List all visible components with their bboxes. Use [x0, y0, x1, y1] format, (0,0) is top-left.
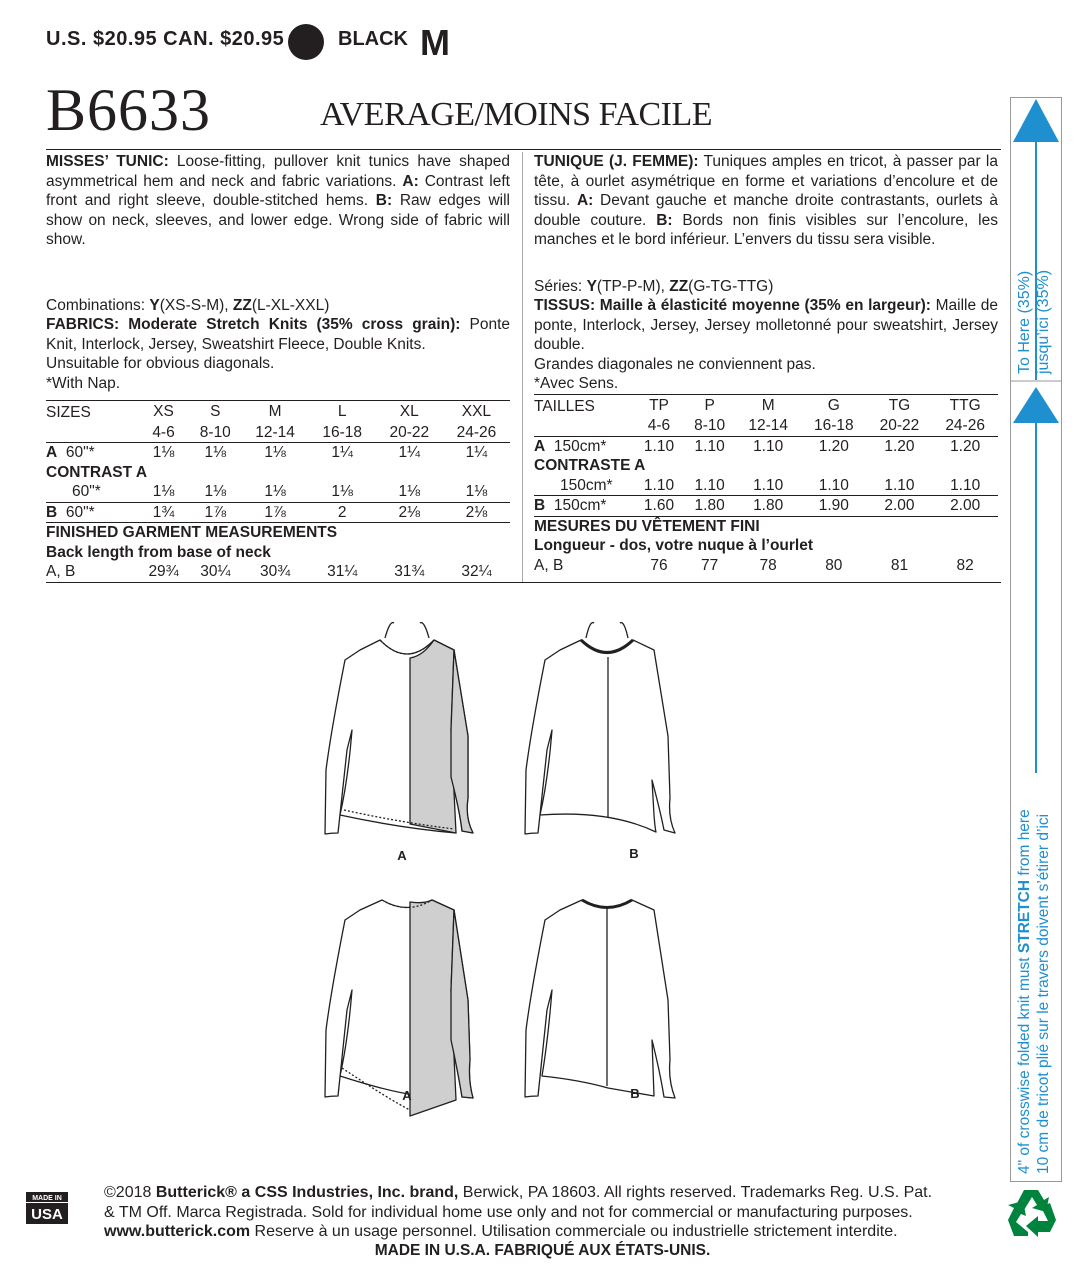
nap-note-en: *With Nap. — [46, 374, 121, 392]
arrow-up-icon — [1013, 99, 1059, 142]
back-view-a — [325, 900, 473, 1116]
stretch-gauge — [1010, 97, 1062, 1182]
description-en: MISSES’ TUNIC: Loose-fitting, pullover knit tunics have shaped asymmetrical hem and neck and fabric variations. A: Contrast left front and right sleeve, double-stitched hems. B: Raw edges will show on neck, sleeves, and lower edge. Wrong side of fabric will show. — [46, 153, 511, 248]
stretch-instruction: 4" of crosswise folded knit must STRETCH from here 10 cm de tricot plié sur le travers doivent s’étirer d’ici — [1016, 809, 1052, 1174]
style-number: B6633 — [46, 77, 212, 143]
arrow-up-2-icon — [1013, 387, 1059, 423]
contrast-panel-a — [410, 640, 456, 833]
combinations-fr: Séries: Y(TP-P-M), ZZ(G-TG-TTG) — [534, 277, 774, 295]
copyright-block: ©2018 Butterick® a CSS Industries, Inc. brand, Berwick, PA 18603. All rights reserved. Trademarks Reg. U.S. Pat. & TM Off. Marca Registrada. Sold for individual home use only and not for commercial or manufacturing purposes. www.butterick.com Reserve à un usage personnel. Utilisation commerciale ou industrielle strictement interdite. — [104, 1184, 933, 1240]
fabrics-fr: TISSUS: Maille à élasticité moyenne (35% en largeur): Maille de ponte, Interlock, Jersey, Jersey molletonné pour sweatshirt, Jersey double. — [534, 297, 998, 353]
color-label: BLACK — [338, 28, 408, 50]
description-fr: TUNIQUE (J. FEMME): Tuniques amples en tricot, à passer par la tête, à ourlet asymétrique en forme et variations d’encolure et de tissu. A: Devant gauche et manche droite contrastants, ourlets à double couture. B: Bords non finis visibles sur l’encolure, les manches et le bord inférieur. L’envers du tissu sera visible. — [534, 153, 999, 248]
english-column — [46, 152, 510, 582]
nap-note-fr: *Avec Sens. — [534, 375, 619, 392]
unsuitable-en: Unsuitable for obvious diagonals. — [46, 355, 275, 372]
svg-text:MADE IN: MADE IN — [32, 1195, 62, 1202]
svg-text:USA: USA — [31, 1206, 63, 1223]
yardage-table-en: SIZES XS S M L XL XXL 4-6 8-10 12-14 16-18 20-22 24-26 A 60"* 1⅛ 1⅛ 1⅛ 1¼ 1¼ 1¼ CONTRAST A 60"* 1⅛ 1⅛ 1⅛ 1⅛ 1⅛ 1⅛ B 60"* 1¾ 1⅞ 1⅞ 2 2⅛ 2⅛ FINISHED GARMENT MEASUREMENTS Back length from base of neck A, B 29¾ 30¼ 30¾ 31¼ 31¾ 32¼ — [46, 400, 510, 582]
price-label: U.S. $20.95 CAN. $20.95 — [46, 28, 285, 50]
front-view-a — [325, 623, 473, 834]
combinations-en: Combinations: Y(XS-S-M), ZZ(L-XL-XXL) — [46, 296, 330, 314]
fabrics-en: FABRICS: Moderate Stretch Knits (35% cross grain): Ponte Knit, Interlock, Jersey, Sweatshirt Fleece, Double Knits. — [46, 316, 510, 353]
size-code: M — [420, 22, 450, 63]
made-in-label: MADE IN U.S.A. FABRIQUÉ AUX ÉTATS-UNIS. — [374, 1242, 711, 1259]
difficulty-label: AVERAGE/MOINS FACILE — [320, 96, 713, 133]
front-view-b — [525, 623, 675, 834]
yardage-table-fr: TAILLES TP P M G TG TTG 4-6 8-10 12-14 16-18 20-22 24-26 A 150cm* 1.10 1.10 1.10 1.20 1.20 1.20 CONTRASTE A 150cm* 1.10 1.10 1.10 1.10 1.10 1.10 B 150cm* 1.60 1.80 1.80 1.90 2.00 2.00 MESURES DU VÊTEMENT FINI Longueur - dos, votre nuque à l’ourlet A, B 76 77 78 80 81 82 — [534, 394, 998, 576]
made-in-usa-badge — [26, 1192, 68, 1224]
back-b-label: B — [630, 1086, 640, 1101]
to-here-label: To Here (35%) jusqu’ici (35%) — [1016, 269, 1052, 374]
header-rule — [46, 149, 1001, 150]
front-a-label: A — [397, 848, 407, 863]
garment-illustrations — [290, 620, 710, 1120]
column-divider — [522, 152, 523, 582]
website-link[interactable]: www.butterick.com — [104, 1223, 251, 1240]
back-a-label: A — [402, 1088, 412, 1103]
color-swatch — [288, 24, 324, 60]
table-bottom-rule — [46, 582, 1001, 583]
french-column — [534, 152, 998, 575]
unsuitable-fr: Grandes diagonales ne conviennent pas. — [534, 355, 816, 373]
recycle-icon — [1004, 1186, 1060, 1238]
front-b-label: B — [629, 846, 639, 861]
contrast-panel-back-a — [410, 900, 456, 1116]
back-view-b — [525, 900, 675, 1098]
